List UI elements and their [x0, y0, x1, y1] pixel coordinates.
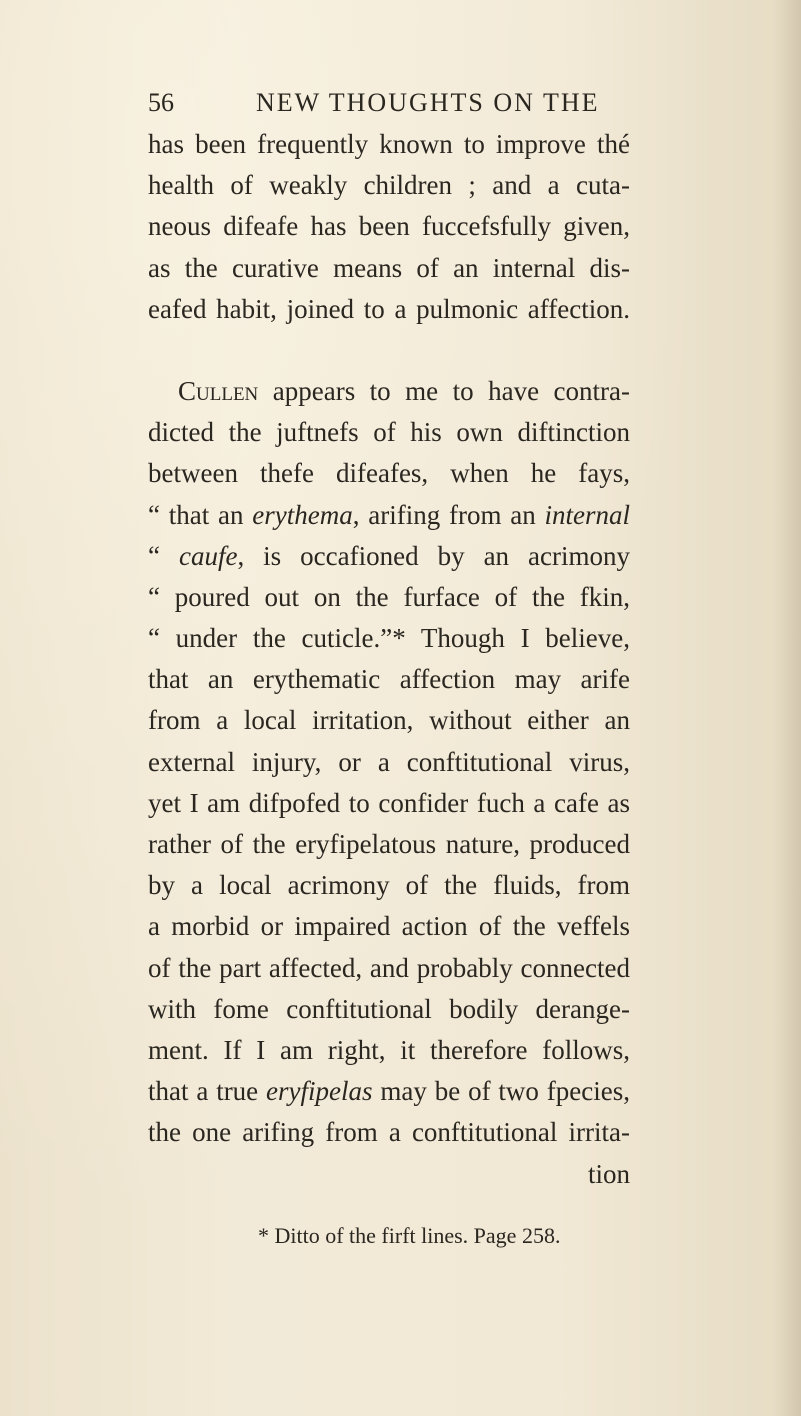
text-line: with fome conftitutional bodily derange-	[148, 993, 630, 1024]
text-line	[148, 1071, 630, 1112]
page-edge-shadow	[773, 0, 801, 1416]
text-span: may be of two fpecies,	[372, 1076, 630, 1107]
text-line: ment. If I am right, it therefore follows,	[148, 1034, 630, 1065]
catchword: tion	[587, 1158, 630, 1189]
text-span: that a true	[148, 1076, 267, 1107]
text-line: neous difeafe has been fuccefsfully given,	[148, 211, 630, 242]
text-line: by a local acrimony of the fluids, from	[148, 870, 630, 901]
text-line: eafed habit, joined to a pulmonic affection.	[148, 293, 630, 324]
text-line: that an erythematic affection may arife	[148, 664, 630, 695]
body-text	[148, 124, 630, 1195]
italic-term: internal	[544, 499, 630, 530]
text-line	[148, 371, 630, 412]
footnote: * Ditto of the firft lines. Page 258.	[258, 1223, 561, 1248]
text-line: “ poured out on the furface of the fkin,	[148, 581, 630, 612]
text-line: the one arifing from a conftitutional irrita-	[148, 1117, 630, 1148]
running-head-title: NEW THOUGHTS ON THE	[256, 88, 600, 117]
text-line: yet I am difpofed to confider fuch a cafe as	[148, 787, 630, 818]
paragraph-gap	[148, 330, 630, 371]
author-name: Cullen	[178, 375, 259, 406]
italic-term: caufe	[178, 540, 238, 571]
text-span: , arifing from an	[352, 499, 545, 530]
running-head	[148, 88, 628, 124]
text-line: has been frequently known to improve thé	[148, 129, 630, 159]
text-line	[148, 536, 630, 577]
text-span: “ that an	[148, 499, 253, 530]
text-line: external injury, or a conftitutional virus,	[148, 746, 630, 777]
italic-term: eryfipelas	[266, 1076, 373, 1107]
text-line	[148, 495, 630, 536]
text-line: between thefe difeafes, when he fays,	[148, 458, 630, 489]
text-line: of the part affected, and probably connected	[148, 952, 630, 983]
text-line: a morbid or impaired action of the veffels	[148, 911, 630, 942]
italic-term: erythema	[252, 499, 353, 530]
page-number: 56	[148, 88, 174, 117]
text-span: appears to me to have contra-	[258, 375, 630, 406]
text-span: , is occafioned by an acrimony	[237, 540, 630, 571]
text-line: dicted the juftnefs of his own diftinction	[148, 417, 630, 448]
text-span: “	[148, 540, 179, 571]
text-line: health of weakly children ; and a cuta-	[148, 170, 630, 201]
text-line: as the curative means of an internal dis-	[148, 252, 630, 283]
text-line: “ under the cuticle.”* Though I believe,	[148, 623, 630, 654]
text-line: rather of the eryfipelatous nature, produced	[148, 829, 630, 859]
text-line: from a local irritation, without either an	[148, 705, 630, 736]
